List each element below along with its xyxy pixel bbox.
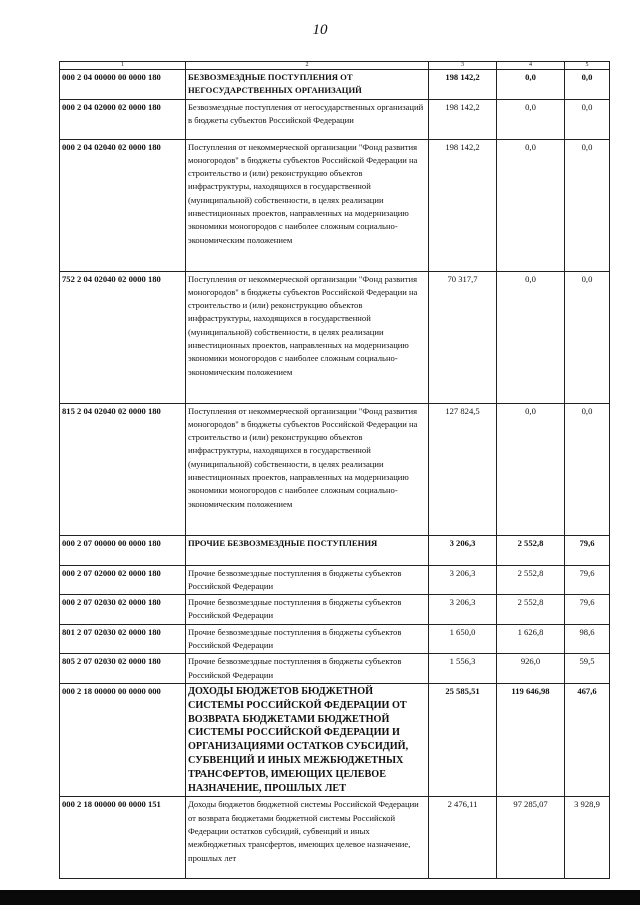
table-row	[60, 403, 610, 535]
row-code: 000 2 04 00000 00 0000 180	[60, 70, 186, 100]
table-row	[60, 624, 610, 654]
row-name: ПРОЧИЕ БЕЗВОЗМЕЗДНЫЕ ПОСТУПЛЕНИЯ	[186, 535, 429, 565]
row-value-actual: 2 552,8	[497, 565, 565, 595]
row-value-percent: 0,0	[565, 139, 610, 271]
row-name: Прочие безвозмездные поступления в бюджеты субъектов Российской Федерации	[186, 565, 429, 595]
column-header-row	[60, 62, 610, 70]
budget-revenue-table	[59, 61, 610, 879]
row-code: 000 2 18 00000 00 0000 151	[60, 797, 186, 879]
scan-edge-bar	[0, 890, 640, 905]
table-row	[60, 271, 610, 403]
table-row	[60, 595, 610, 625]
row-value-actual: 97 285,07	[497, 797, 565, 879]
column-header-5: 5	[565, 62, 610, 70]
table-row	[60, 535, 610, 565]
row-name: Прочие безвозмездные поступления в бюджеты субъектов Российской Федерации	[186, 624, 429, 654]
row-code: 801 2 07 02030 02 0000 180	[60, 624, 186, 654]
row-code: 752 2 04 02040 02 0000 180	[60, 271, 186, 403]
row-value-actual: 0,0	[497, 139, 565, 271]
row-value-plan: 70 317,7	[429, 271, 497, 403]
row-code: 000 2 07 02000 02 0000 180	[60, 565, 186, 595]
row-value-percent: 0,0	[565, 271, 610, 403]
row-value-plan: 1 650,0	[429, 624, 497, 654]
row-value-actual: 0,0	[497, 403, 565, 535]
row-value-actual: 926,0	[497, 654, 565, 684]
row-name: ДОХОДЫ БЮДЖЕТОВ БЮДЖЕТНОЙ СИСТЕМЫ РОССИЙСКОЙ ФЕДЕРАЦИИ ОТ ВОЗВРАТА БЮДЖЕТАМИ БЮДЖЕТНОЙ СИСТЕМЫ РОССИЙСКОЙ ФЕДЕРАЦИИ И ОРГАНИЗАЦИЯМИ ОСТАТКОВ СУБСИДИЙ, СУБВЕНЦИЙ И ИНЫХ МЕЖБЮДЖЕТНЫХ ТРАНСФЕРТОВ, ИМЕЮЩИХ ЦЕЛЕВОЕ НАЗНАЧЕНИЕ, ПРОШЛЫХ ЛЕТ	[186, 683, 429, 796]
row-value-percent: 79,6	[565, 535, 610, 565]
table-row	[60, 139, 610, 271]
table-row	[60, 99, 610, 139]
row-value-actual: 0,0	[497, 271, 565, 403]
table-row	[60, 654, 610, 684]
row-value-actual: 2 552,8	[497, 535, 565, 565]
row-name: Поступления от некоммерческой организации "Фонд развития моногородов" в бюджеты субъектов Российской Федерации на строительство и (или) реконструкцию объектов инфраструктуры, находящихся в государственной (муниципальной) собственности, в целях реализации инвестиционных проектов, направленных на модернизацию экономики моногородов с наиболее сложным социально-экономическим положением	[186, 139, 429, 271]
row-value-actual: 0,0	[497, 70, 565, 100]
row-value-plan: 198 142,2	[429, 99, 497, 139]
row-code: 000 2 04 02000 02 0000 180	[60, 99, 186, 139]
row-value-percent: 0,0	[565, 70, 610, 100]
row-value-plan: 1 556,3	[429, 654, 497, 684]
row-value-plan: 2 476,11	[429, 797, 497, 879]
page-number: 10	[312, 22, 328, 38]
column-header-1: 1	[60, 62, 186, 70]
row-name: Доходы бюджетов бюджетной системы Российской Федерации от возврата бюджетами бюджетной системы Российской Федерации остатков субсидий, субвенций и иных межбюджетных трансфертов, имеющих целевое назначение, прошлых лет	[186, 797, 429, 879]
table-row	[60, 70, 610, 100]
table-row	[60, 797, 610, 879]
column-header-2: 2	[186, 62, 429, 70]
row-value-plan: 25 585,51	[429, 683, 497, 796]
row-value-plan: 3 206,3	[429, 565, 497, 595]
column-header-3: 3	[429, 62, 497, 70]
row-name: Прочие безвозмездные поступления в бюджеты субъектов Российской Федерации	[186, 595, 429, 625]
row-value-actual: 0,0	[497, 99, 565, 139]
row-code: 805 2 07 02030 02 0000 180	[60, 654, 186, 684]
row-value-actual: 1 626,8	[497, 624, 565, 654]
row-value-percent: 467,6	[565, 683, 610, 796]
column-header-4: 4	[497, 62, 565, 70]
row-name: Прочие безвозмездные поступления в бюджеты субъектов Российской Федерации	[186, 654, 429, 684]
row-value-plan: 3 206,3	[429, 535, 497, 565]
row-value-actual: 119 646,98	[497, 683, 565, 796]
row-value-plan: 198 142,2	[429, 70, 497, 100]
row-value-plan: 3 206,3	[429, 595, 497, 625]
row-value-percent: 0,0	[565, 403, 610, 535]
row-value-percent: 59,5	[565, 654, 610, 684]
row-name: Поступления от некоммерческой организации "Фонд развития моногородов" в бюджеты субъектов Российской Федерации на строительство и (или) реконструкцию объектов инфраструктуры, находящихся в государственной (муниципальной) собственности, в целях реализации инвестиционных проектов, направленных на модернизацию экономики моногородов с наиболее сложным социально-экономическим положением	[186, 271, 429, 403]
row-name: Безвозмездные поступления от негосударственных организаций в бюджеты субъектов Российской Федерации	[186, 99, 429, 139]
row-value-percent: 98,6	[565, 624, 610, 654]
row-value-plan: 198 142,2	[429, 139, 497, 271]
row-code: 000 2 07 00000 00 0000 180	[60, 535, 186, 565]
row-name: БЕЗВОЗМЕЗДНЫЕ ПОСТУПЛЕНИЯ ОТ НЕГОСУДАРСТВЕННЫХ ОРГАНИЗАЦИЙ	[186, 70, 429, 100]
row-code: 000 2 07 02030 02 0000 180	[60, 595, 186, 625]
row-name: Поступления от некоммерческой организации "Фонд развития моногородов" в бюджеты субъектов Российской Федерации на строительство и (или) реконструкцию объектов инфраструктуры, находящихся в государственной (муниципальной) собственности, в целях реализации инвестиционных проектов, направленных на модернизацию экономики моногородов с наиболее сложным социально-экономическим положением	[186, 403, 429, 535]
row-value-percent: 0,0	[565, 99, 610, 139]
table-row	[60, 565, 610, 595]
row-code: 000 2 18 00000 00 0000 000	[60, 683, 186, 796]
row-value-percent: 3 928,9	[565, 797, 610, 879]
row-code: 000 2 04 02040 02 0000 180	[60, 139, 186, 271]
row-value-plan: 127 824,5	[429, 403, 497, 535]
row-value-percent: 79,6	[565, 565, 610, 595]
row-value-percent: 79,6	[565, 595, 610, 625]
row-code: 815 2 04 02040 02 0000 180	[60, 403, 186, 535]
table-row	[60, 683, 610, 796]
row-value-actual: 2 552,8	[497, 595, 565, 625]
